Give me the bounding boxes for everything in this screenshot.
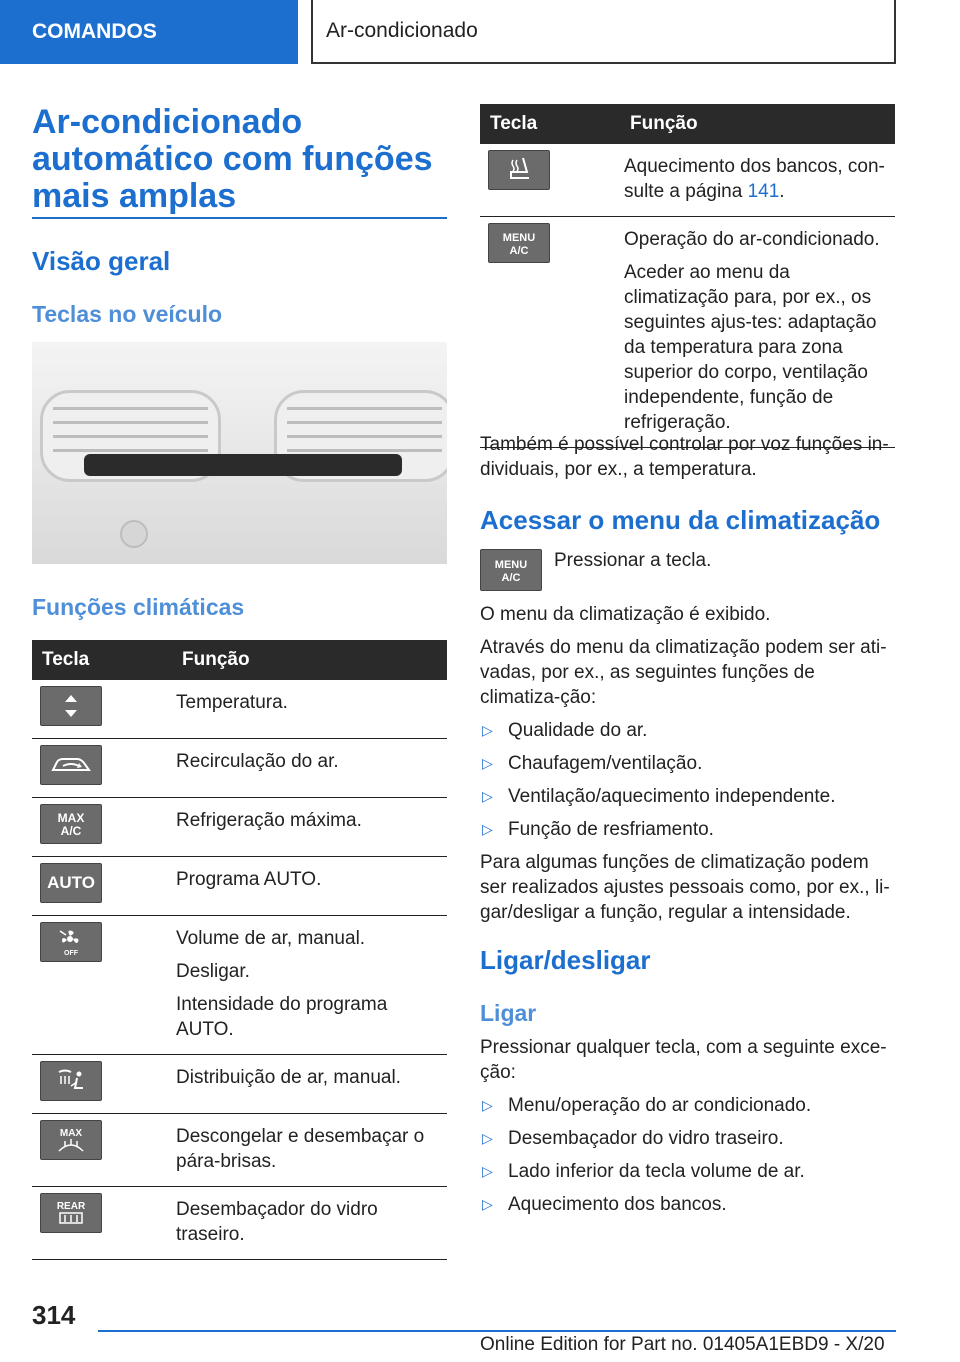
bullet-icon: ▷	[482, 1163, 493, 1179]
access-paragraph-1: O menu da climatização é exibido.	[480, 604, 771, 625]
row-text	[624, 154, 891, 204]
col-key-header: Tecla	[32, 640, 172, 680]
menu-ac-icon	[488, 223, 550, 263]
svg-text:A/C: A/C	[501, 572, 521, 584]
svg-text:REAR: REAR	[56, 1201, 86, 1212]
list-item: ▷ Função de resfriamento.	[482, 819, 714, 840]
table-row	[480, 217, 895, 448]
row-text: Recirculação do ar.	[176, 751, 339, 772]
svg-text:MAX: MAX	[59, 1128, 83, 1139]
row-text: Refrigeração máxima.	[176, 810, 362, 831]
climate-functions-table	[32, 640, 447, 1260]
row-text: Temperatura.	[176, 692, 288, 713]
menu-ac-icon	[480, 549, 542, 591]
volume-knob	[120, 520, 148, 548]
row-text: Descongelar e desembaçar o pára-brisas.	[176, 1126, 425, 1172]
bullet-icon: ▷	[482, 1196, 493, 1212]
section-tab	[0, 0, 298, 64]
press-key-text: Pressionar a tecla.	[554, 550, 712, 571]
dashboard-photo	[32, 342, 447, 564]
svg-text:MAX: MAX	[57, 811, 85, 825]
col-function-header: Função	[620, 104, 895, 144]
on-exception-list	[480, 1093, 895, 1217]
page-link[interactable]: 141	[747, 181, 780, 202]
list-item: ▷ Aquecimento dos bancos.	[482, 1194, 727, 1215]
page-number: 314	[32, 1300, 76, 1330]
on-paragraph: Pressionar qualquer tecla, com a seguinte exce-ção:	[480, 1037, 887, 1083]
table-row	[32, 798, 447, 857]
section-label: COMANDOS	[32, 20, 157, 43]
access-paragraph-2: Através do menu da climatização podem ser ati-vadas, por ex., as seguintes funções de climatiza-ção:	[480, 637, 887, 708]
auto-icon-label: AUTO	[47, 873, 95, 892]
list-item: ▷ Ventilação/aquecimento independente.	[482, 786, 836, 807]
row-text: Programa AUTO.	[176, 869, 322, 890]
seat-heating-text-end: .	[779, 181, 785, 202]
table-row	[32, 1187, 447, 1260]
svg-text:MENU: MENU	[502, 232, 536, 244]
table-row	[32, 857, 447, 916]
table-row	[32, 1114, 447, 1187]
recirculation-icon	[40, 745, 102, 785]
table-row	[32, 680, 447, 739]
bullet-icon: ▷	[482, 755, 493, 771]
bullet-icon: ▷	[482, 788, 493, 804]
access-menu-heading: Acessar o menu da climatização	[480, 505, 881, 535]
voice-paragraph	[480, 432, 895, 490]
bullet-icon: ▷	[482, 821, 493, 837]
row-text: Desembaçador do vidro traseiro.	[176, 1199, 378, 1245]
row-text: Distribuição de ar, manual.	[176, 1067, 401, 1088]
list-item: ▷ Desembaçador do vidro traseiro.	[482, 1128, 784, 1149]
on-heading: Ligar	[480, 1000, 537, 1026]
voice-text: Também é possível controlar por voz funções in-dividuais, por ex., a temperatura.	[480, 434, 889, 480]
table-row	[32, 1055, 447, 1114]
max-defrost-icon	[40, 1120, 102, 1160]
list-item: ▷ Lado inferior da tecla volume de ar.	[482, 1161, 805, 1182]
rear-defrost-icon	[40, 1193, 102, 1233]
footer-rule	[98, 1330, 896, 1332]
air-distribution-icon	[40, 1061, 102, 1101]
row-text: Intensidade do programa AUTO.	[176, 994, 388, 1040]
col-function-header: Função	[172, 640, 447, 680]
auto-icon	[40, 863, 102, 903]
list-item: ▷ Chaufagem/ventilação.	[482, 753, 703, 774]
climate-button-strip	[84, 454, 402, 476]
bullet-icon: ▷	[482, 722, 493, 738]
svg-text:A/C: A/C	[509, 245, 529, 257]
table-row	[32, 916, 447, 1055]
title-rule	[32, 217, 447, 219]
footer-edition: Online Edition for Part no. 01405A1EBD9 - X/20	[480, 1334, 885, 1355]
chapter-header	[312, 0, 896, 64]
col-key-header: Tecla	[480, 104, 620, 144]
keys-heading: Teclas no veículo	[32, 301, 223, 327]
functions-heading: Funções climáticas	[32, 594, 245, 620]
seat-heating-icon	[488, 150, 550, 190]
row-text: Desligar.	[176, 961, 250, 982]
row-text: Aceder ao menu da climatização para, por ex., os seguintes ajus-tes: adaptação da temperatura para zona superior do corpo, ventilação independente, função de refrigeração.	[624, 262, 877, 433]
bullet-icon: ▷	[482, 1130, 493, 1146]
overview-heading: Visão geral	[32, 246, 171, 276]
row-text: Volume de ar, manual.	[176, 928, 366, 949]
bullet-icon: ▷	[482, 1097, 493, 1113]
key-functions-table-continued	[480, 104, 895, 448]
on-section-body	[480, 1035, 895, 1225]
table-row	[32, 739, 447, 798]
page-title: Ar-condicionado automático com funções mais amplas	[32, 103, 433, 215]
svg-text:OFF: OFF	[64, 950, 78, 957]
fan-off-icon	[40, 922, 102, 962]
access-paragraph-3: Para algumas funções de climatização podem ser realizados ajustes pessoais como, por ex., li-gar/desligar a função, regular a intensidade.	[480, 852, 890, 923]
row-text: Operação do ar-condicionado.	[624, 229, 880, 250]
svg-text:MENU: MENU	[494, 559, 528, 571]
access-section-body	[480, 602, 895, 933]
svg-text:A/C: A/C	[60, 824, 82, 838]
chapter-label: Ar-condicionado	[326, 19, 478, 42]
seat-heating-text: Aquecimento dos bancos, con-sulte a página	[624, 156, 885, 202]
list-item: ▷ Qualidade do ar.	[482, 720, 648, 741]
max-ac-icon	[40, 804, 102, 844]
on-off-heading: Ligar/desligar	[480, 945, 651, 975]
temperature-arrows-icon	[40, 686, 102, 726]
list-item: ▷ Menu/operação do ar condicionado.	[482, 1095, 812, 1116]
table-row	[480, 144, 895, 217]
access-function-list	[480, 718, 895, 842]
